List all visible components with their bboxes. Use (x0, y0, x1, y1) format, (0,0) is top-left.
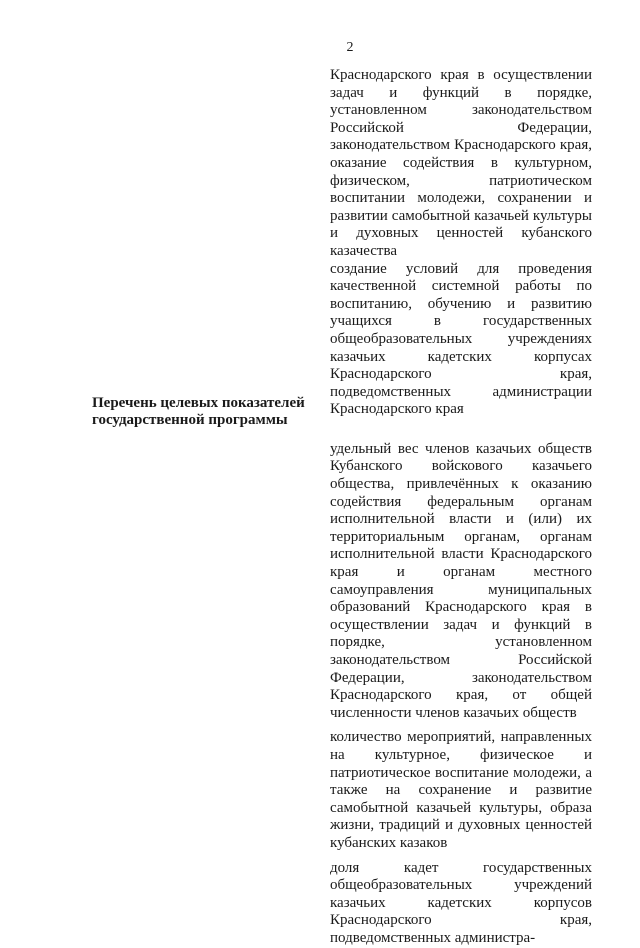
section-spacer (330, 419, 592, 441)
indicator-item-3: доля кадет государственных общеобразовательных учреждений казачьих кадетских корпусов Краснодарского края, подведомственных администра- (330, 859, 592, 946)
page-number: 2 (346, 40, 354, 55)
indicator-item-1: удельный вес членов казачьих обществ Кубанского войскового казачьего общества, привлечённых к оказанию содействия федеральным органам исполнительной власти и (или) их территориальным органам, органам исполнительной власти Краснодарского края и органам местного самоуправления муниципальных образований Краснодарского края в осуществлении задач и функций в порядке, установленном законодательством Российской Федерации, законодательством Краснодарского края, от общей численности членов казачьих обществ (330, 440, 592, 721)
indicators-label: Перечень целевых показателей государственной программы (92, 395, 305, 428)
right-column (330, 67, 592, 948)
goals-continuation: Краснодарского края в осуществлении задач и функций в порядке, установленном законодательством Российской Федерации, законодательством Краснодарского края, оказание содействия в культурном, физическом, патриотическом воспитании молодежи, сохранении и развитии самобытной казачьей культуры и духовных ценностей кубанского казачества (330, 67, 592, 259)
goals-item-2: создание условий для проведения качественной системной работы по воспитанию, обучению и развитию учащихся в государственных общеобразовательных учреждениях казачьих кадетских корпусах Краснодарского края, подведомственных администрации Краснодарского края (330, 260, 592, 418)
item-spacer (330, 722, 592, 729)
indicator-item-2: количество мероприятий, направленных на культурное, физическое и патриотическое воспитание молодежи, а также на сохранение и развитие самобытной казачьей культуры, образа жизни, традиций и духовных ценностей кубанских казаков (330, 729, 592, 851)
item-spacer (330, 853, 592, 860)
